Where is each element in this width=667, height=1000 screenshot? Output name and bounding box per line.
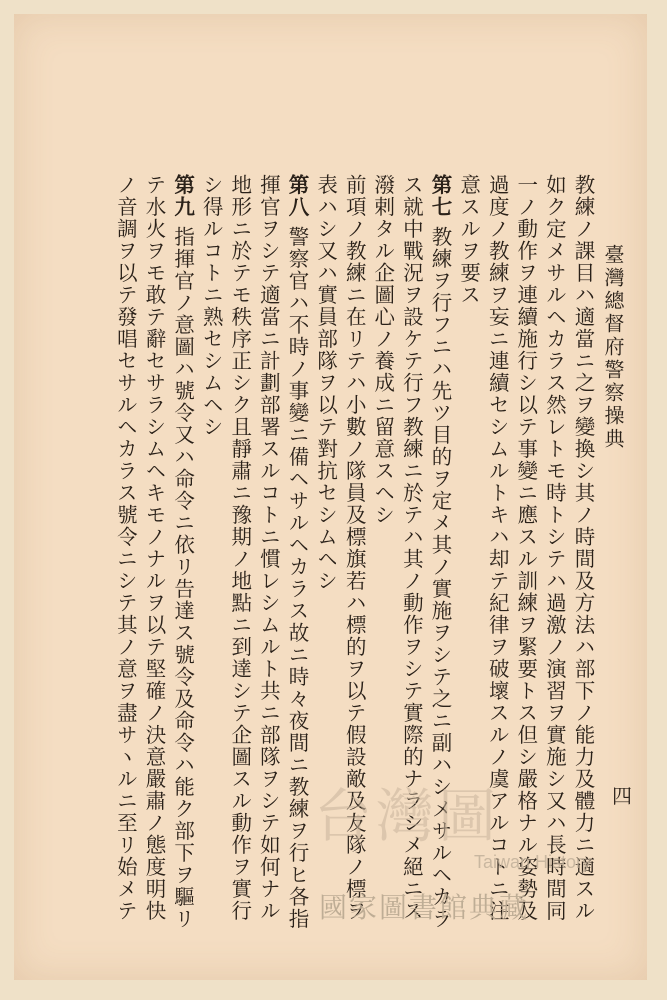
watermark-chinese: 國家圖書館典藏 bbox=[319, 891, 530, 924]
article-heading: 第七 bbox=[428, 174, 452, 218]
watermark-logo: 台灣圖 bbox=[314, 782, 501, 850]
text-column bbox=[197, 174, 225, 438]
column-text: 警察官ハ不時ノ事變ニ備ヘサルヘカラス故ニ時々夜間ニ教練ヲ行ヒ各指 bbox=[285, 226, 309, 931]
document-page bbox=[14, 14, 647, 980]
column-text: 指揮官ノ意圖ハ號令又ハ命令ニ依リ告達ス號令及命令ハ能ク部下ヲ驅リ bbox=[170, 226, 195, 931]
column-text: シ得ルコトニ熟セシムヘシ bbox=[199, 174, 224, 438]
text-column bbox=[169, 174, 197, 930]
page-number: 四 bbox=[612, 784, 632, 808]
column-text: 地形ニ於テモ秩序正シク且靜肅ニ豫期ノ地點ニ到達シテ企圖スル動作ヲ實行 bbox=[227, 174, 252, 922]
text-column bbox=[312, 174, 340, 592]
column-text: ス就中戰況ヲ設ケテ行フ教練ニ於テハ其ノ動作ヲシテ實際的ナラシメ絕ニス bbox=[399, 174, 424, 922]
column-text: 前項ノ教練ニ在リテハ小數ノ隊員及標旗若ハ標的ヲ以テ假設敵及友隊ノ標ヲ bbox=[342, 174, 367, 922]
watermark-english: Taiwan History bbox=[474, 852, 592, 872]
column-text: 一ノ動作ヲ連續施行シ以テ事變ニ應スル訓練ヲ緊要トス但シ嚴格ナル姿勢及 bbox=[513, 174, 538, 922]
running-title: 臺灣總督府警察操典 bbox=[601, 244, 625, 451]
column-text: 意スルヲ要ス bbox=[456, 174, 481, 306]
column-text: 揮官ヲシテ適當ニ計劃部署スルコトニ慣レシムルト共ニ部隊ヲシテ如何ナル bbox=[256, 174, 281, 922]
text-column bbox=[111, 174, 139, 922]
article-heading: 第八 bbox=[285, 174, 309, 218]
column-text: 過度ノ教練ヲ妄ニ連續セシムルトキハ却テ紀律ヲ破壞スルノ虞アルコトニ注 bbox=[485, 174, 510, 922]
text-column bbox=[455, 174, 483, 306]
column-text: ノ音調ヲ以テ發唱セサルヘカラス號令ニシテ其ノ意ヲ盡サヽルニ至リ始メテ bbox=[113, 174, 138, 922]
text-column bbox=[254, 174, 282, 922]
text-column bbox=[140, 174, 168, 922]
column-text: 表ハシ又ハ實員部隊ヲ以テ對抗セシムヘシ bbox=[313, 174, 338, 592]
text-column bbox=[569, 174, 597, 922]
column-text: テ水火ヲモ敢テ辭セサラシムヘキモノナルヲ以テ堅確ノ決意嚴肅ノ態度明快 bbox=[142, 174, 166, 922]
text-column bbox=[369, 174, 397, 526]
column-text: 潑剌タル企圖心ノ養成ニ留意スヘシ bbox=[370, 174, 395, 526]
text-column bbox=[226, 174, 254, 922]
column-text: 教練ノ課目ハ適當ニ之ヲ變換シ其ノ時間及方法ハ部下ノ能力及體力ニ適スル bbox=[571, 174, 595, 922]
text-column bbox=[540, 174, 568, 922]
column-text: 教練ヲ行フニハ先ツ目的ヲ定メ其ノ實施ヲシテ之ニ副ハシメサルヘカラ bbox=[428, 226, 452, 931]
article-heading: 第九 bbox=[170, 174, 195, 218]
text-column bbox=[283, 174, 311, 930]
text-column bbox=[512, 174, 540, 922]
column-text: 如ク定メサルヘカラス然レトモ時トシテハ過激ノ演習ヲ實施シ又ハ長時間同 bbox=[542, 174, 567, 922]
